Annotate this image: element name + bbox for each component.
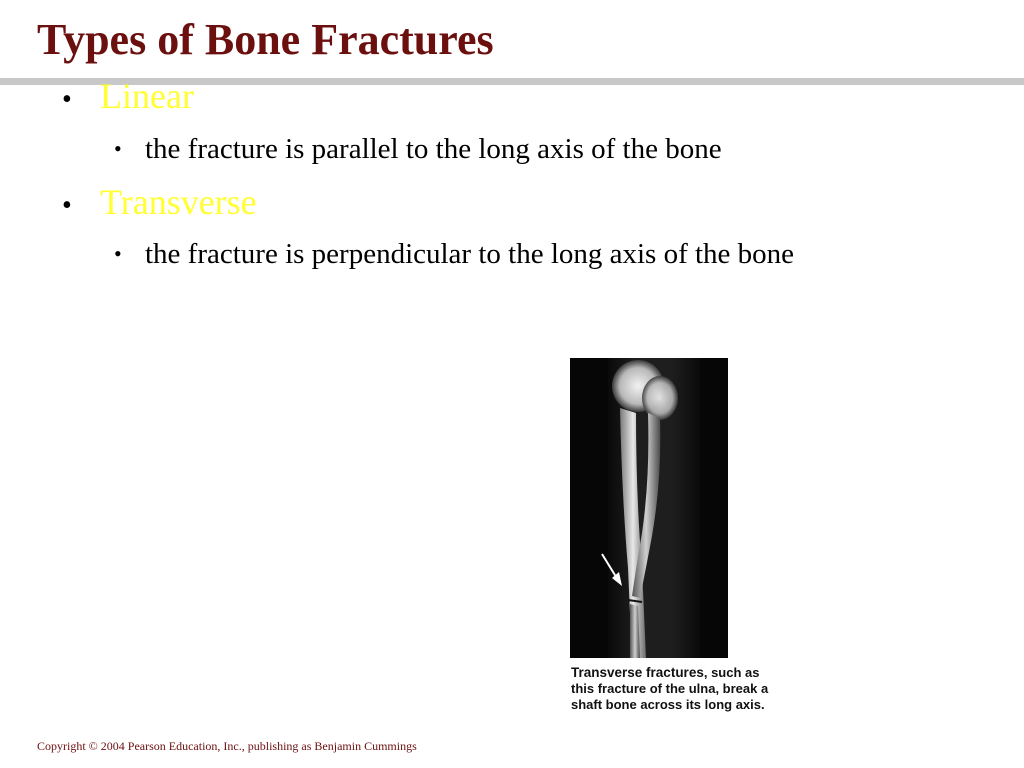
copyright-footer: Copyright © 2004 Pearson Education, Inc., publishing as Benjamin Cummings: [37, 739, 417, 753]
slide-title: Types of Bone Fractures: [37, 15, 494, 64]
sub-bullet-dot-icon: •: [114, 241, 122, 266]
bullet-term-linear: Linear: [100, 76, 194, 116]
bullet-linear: [62, 76, 194, 120]
sub-bullet-linear: [114, 132, 914, 166]
caption-body: , such as this fracture of the ulna, break a shaft bone across its long axis.: [571, 665, 769, 712]
caption-heading: Transverse fractures: [571, 665, 704, 680]
sub-bullet-transverse: [114, 237, 914, 271]
sub-bullet-text-linear: the fracture is parallel to the long axis of the bone: [145, 133, 722, 165]
sub-bullet-dot-icon: •: [114, 136, 122, 161]
xray-forearm-illustration: [570, 358, 728, 658]
bullet-transverse: [62, 182, 257, 226]
bullet-dot-icon: •: [62, 84, 72, 115]
figure-caption: [571, 665, 771, 713]
bullet-term-transverse: Transverse: [100, 182, 257, 222]
bullet-dot-icon: •: [62, 190, 72, 221]
sub-bullet-text-transverse: the fracture is perpendicular to the long axis of the bone: [145, 238, 795, 270]
xray-image: [570, 358, 728, 658]
